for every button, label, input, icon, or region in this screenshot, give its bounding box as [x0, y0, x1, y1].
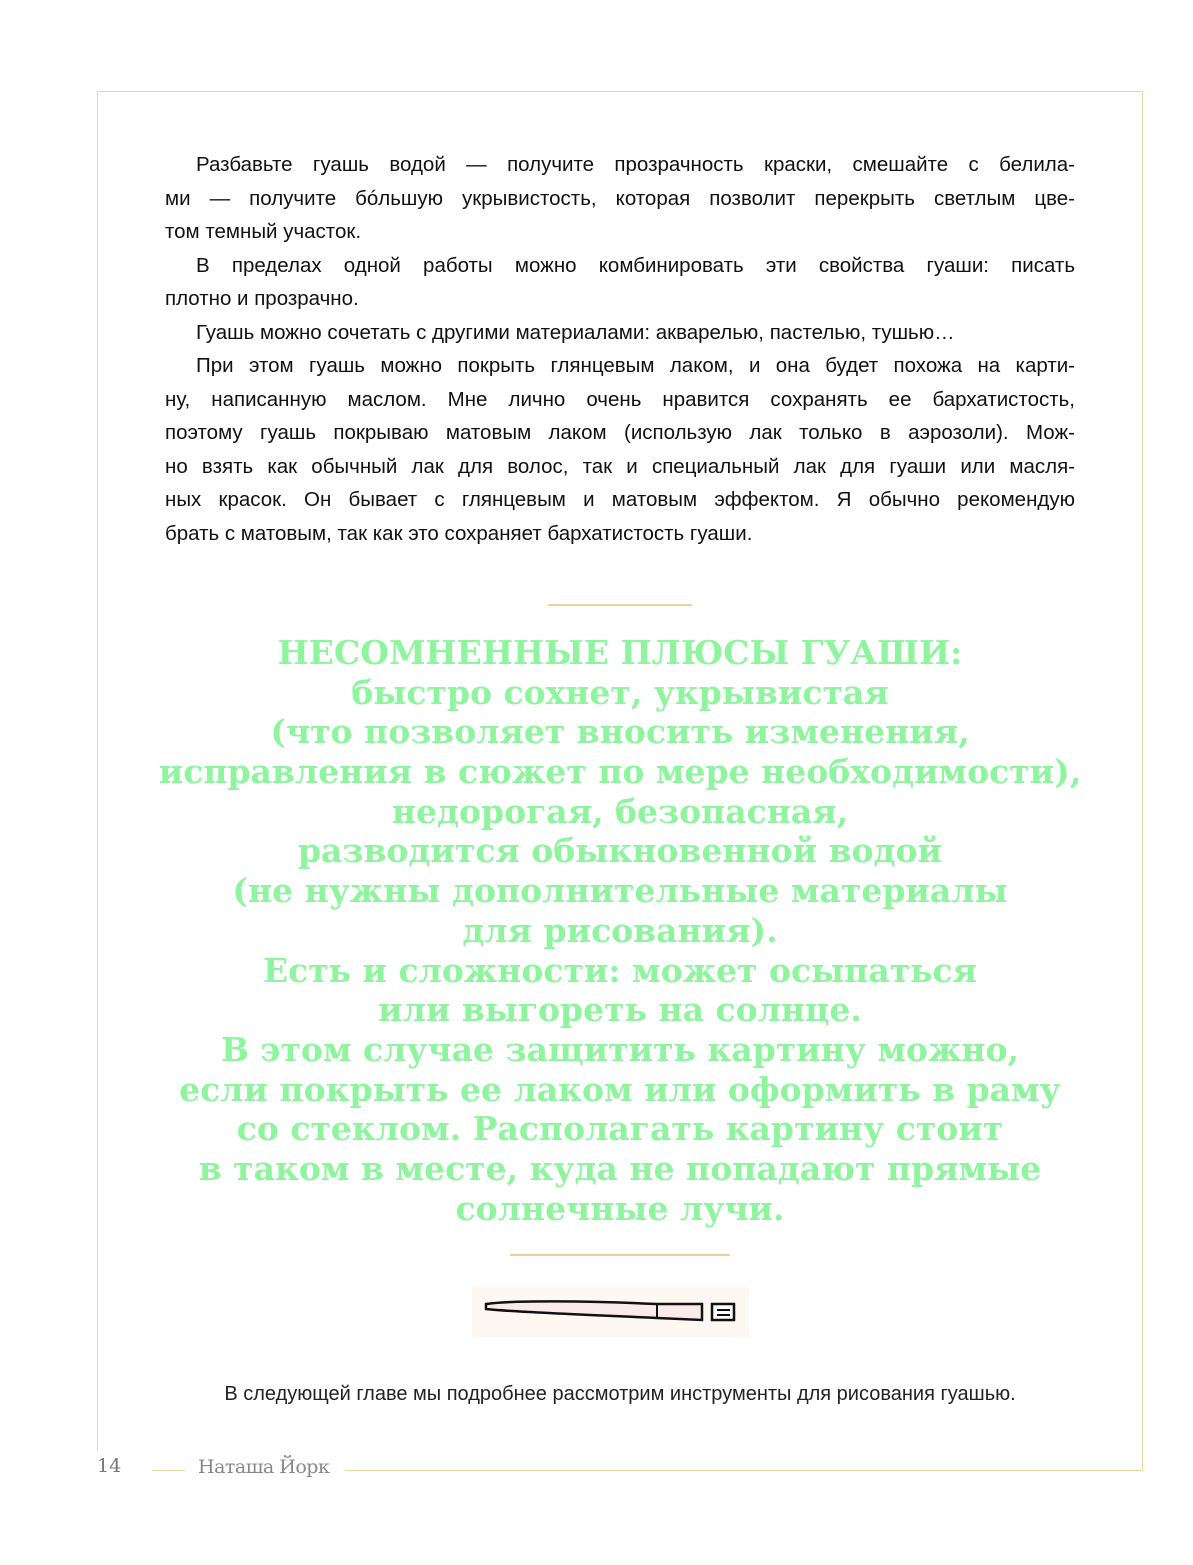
- author-name: Наташа Йорк: [198, 1456, 330, 1478]
- text-line: ми — получите бóльшую укрывистость, которая позволит перекрыть светлым цве-: [165, 186, 1075, 210]
- highlight-line: со стеклом. Располагать картину стоит: [236, 1109, 1004, 1149]
- highlight-line: Есть и сложности: может осыпаться: [262, 950, 978, 990]
- brush-illustration: [472, 1287, 749, 1337]
- text-line: В пределах одной работы можно комбинировать эти свойства гуаши: писать: [196, 253, 1075, 277]
- divider-rule: [548, 604, 692, 606]
- highlight-line: В этом случае защитить картину можно,: [220, 1029, 1020, 1069]
- highlight-line: быстро сохнет, укрывистая: [351, 672, 889, 712]
- frame-border-bottom: [345, 1470, 1143, 1471]
- text-line: брать с матовым, так как это сохраняет бархатистость гуаши.: [165, 521, 753, 545]
- text-line: Разбавьте гуашь водой — получите прозрачность краски, смешайте с белила-: [196, 153, 1075, 176]
- highlight-heading: НЕСОМНЕННЫЕ ПЛЮСЫ ГУАШИ:: [277, 633, 963, 672]
- frame-border-top: [97, 91, 1143, 92]
- highlight-block: [120, 633, 1120, 1228]
- text-line: том темный участок.: [165, 220, 362, 243]
- highlight-line: разводится обыкновенной водой: [297, 831, 943, 871]
- text-line: ну, написанную маслом. Мне лично очень нравится сохранять ее бархатистость,: [165, 387, 1075, 411]
- body-text: [165, 148, 1075, 550]
- text-line: плотно и прозрачно.: [165, 287, 359, 310]
- highlight-line: для рисования).: [462, 910, 778, 950]
- frame-border-left: [97, 91, 98, 1451]
- highlight-line: исправления в сюжет по мере необходимости),: [158, 752, 1082, 792]
- page-number: 14: [97, 1455, 122, 1477]
- paintbrush-icon: [472, 1287, 749, 1337]
- highlight-line: (что позволяет вносить изменения,: [270, 712, 970, 752]
- divider-rule: [510, 1254, 730, 1256]
- highlight-line: недорогая, безопасная,: [391, 791, 849, 831]
- text-line: При этом гуашь можно покрыть глянцевым лаком, и она будет похожа на карти-: [196, 354, 1075, 377]
- highlight-line: солнечные лучи.: [455, 1188, 785, 1228]
- text-line: но взять как обычный лак для волос, так и специальный лак для гуаши или масля-: [165, 454, 1075, 478]
- frame-border-right: [1142, 91, 1143, 1471]
- closing-sentence: В следующей главе мы подробнее рассмотрим инструменты для рисования гуашью.: [224, 1383, 1016, 1405]
- text-line: поэтому гуашь покрываю матовым лаком (использую лак только в аэрозоли). Мож-: [165, 421, 1075, 444]
- highlight-line: (не нужны дополнительные материалы: [232, 871, 1008, 911]
- text-line: Гуашь можно сочетать с другими материалами: акварелью, пастелью, тушью…: [196, 320, 955, 344]
- text-line: ных красок. Он бывает с глянцевым и матовым эффектом. Я обычно рекомендую: [165, 488, 1075, 511]
- highlight-line: в таком в месте, куда не попадают прямые: [198, 1148, 1042, 1188]
- highlight-line: если покрыть ее лаком или оформить в раму: [179, 1069, 1061, 1109]
- highlight-line: или выгореть на солнце.: [378, 990, 862, 1030]
- footer-dash: [152, 1470, 185, 1471]
